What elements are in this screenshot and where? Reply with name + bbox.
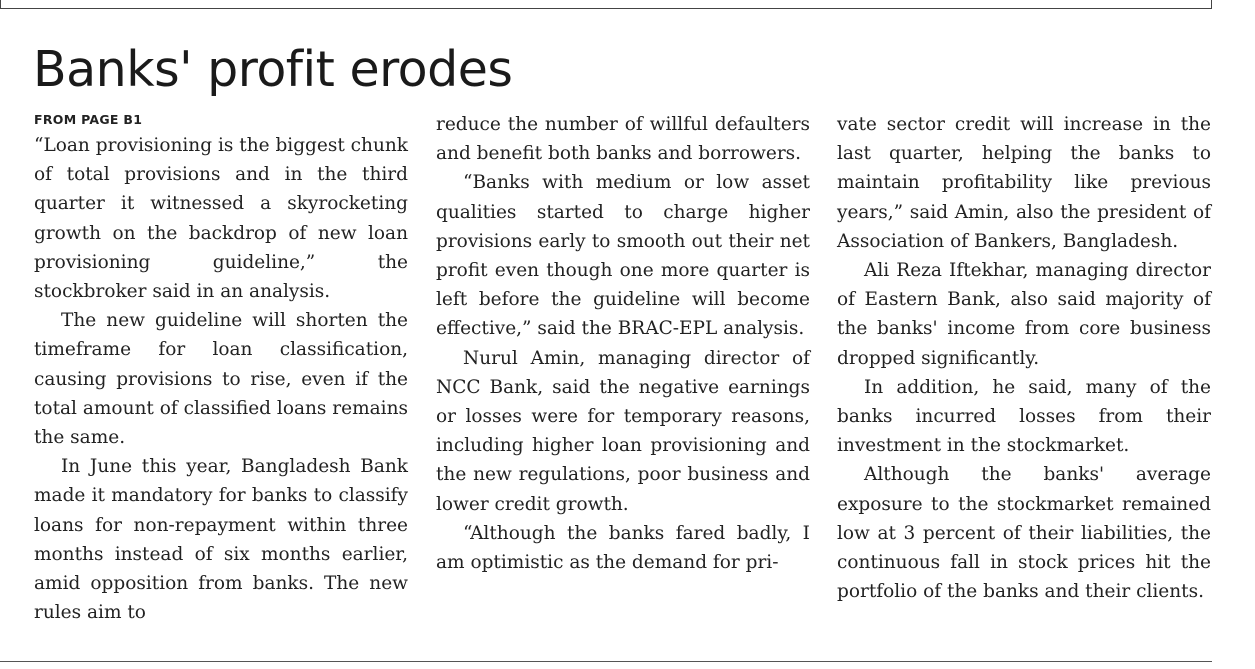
paragraph: In addition, he said, many of the banks incurred losses from their investment in the stockmarket. <box>837 376 1211 457</box>
paragraph: “Loan provisioning is the biggest chunk of total provisions and in the third quarter it witnessed a skyrocketing growth on the backdrop of new loan provisioning guideline,” the stockbroker said in an analysis. <box>34 135 408 303</box>
top-border-rule <box>0 0 1212 9</box>
paragraph: The new guideline will shorten the timeframe for loan classification, causing provisions to rise, even if the total amount of classified loans remains the same. <box>34 310 408 449</box>
paragraph: Ali Reza Iftekhar, managing director of Eastern Bank, also said majority of the banks' income from core business dropped significantly. <box>837 260 1211 369</box>
bottom-border-rule <box>0 661 1212 662</box>
paragraph: “Banks with medium or low asset qualities started to charge higher provisions early to smooth out their net profit even though one more quarter is left before the guideline will become effective,” said the BRAC-EPL analysis. <box>436 172 810 340</box>
paragraph: “Although the banks fared badly, I am optimistic as the demand for pri- <box>436 522 810 574</box>
text-column-1 <box>34 131 408 627</box>
paragraph: reduce the number of willful defaulters and benefit both banks and borrowers. <box>436 114 810 165</box>
text-column-3 <box>837 110 1211 606</box>
text-column-2 <box>436 110 810 577</box>
paragraph: vate sector credit will increase in the last quarter, helping the banks to maintain profitability like previous years,” said Amin, also the president of Association of Bankers, Bangladesh. <box>837 114 1211 252</box>
paragraph: Nurul Amin, managing director of NCC Bank, said the negative earnings or losses were for temporary reasons, including higher loan provisioning and the new regulations, poor business and lower credit growth. <box>436 347 810 515</box>
paragraph: Although the banks' average exposure to the stockmarket remained low at 3 percent of their liabilities, the continuous fall in stock prices hit the portfolio of the banks and their clients. <box>837 464 1211 603</box>
headline: Banks' profit erodes <box>33 41 513 98</box>
continued-from-label: FROM PAGE B1 <box>34 112 143 127</box>
paragraph: In June this year, Bangladesh Bank made it mandatory for banks to classify loans for non-repayment within three months instead of six months earlier, amid opposition from banks. The new rules aim to <box>34 456 408 624</box>
